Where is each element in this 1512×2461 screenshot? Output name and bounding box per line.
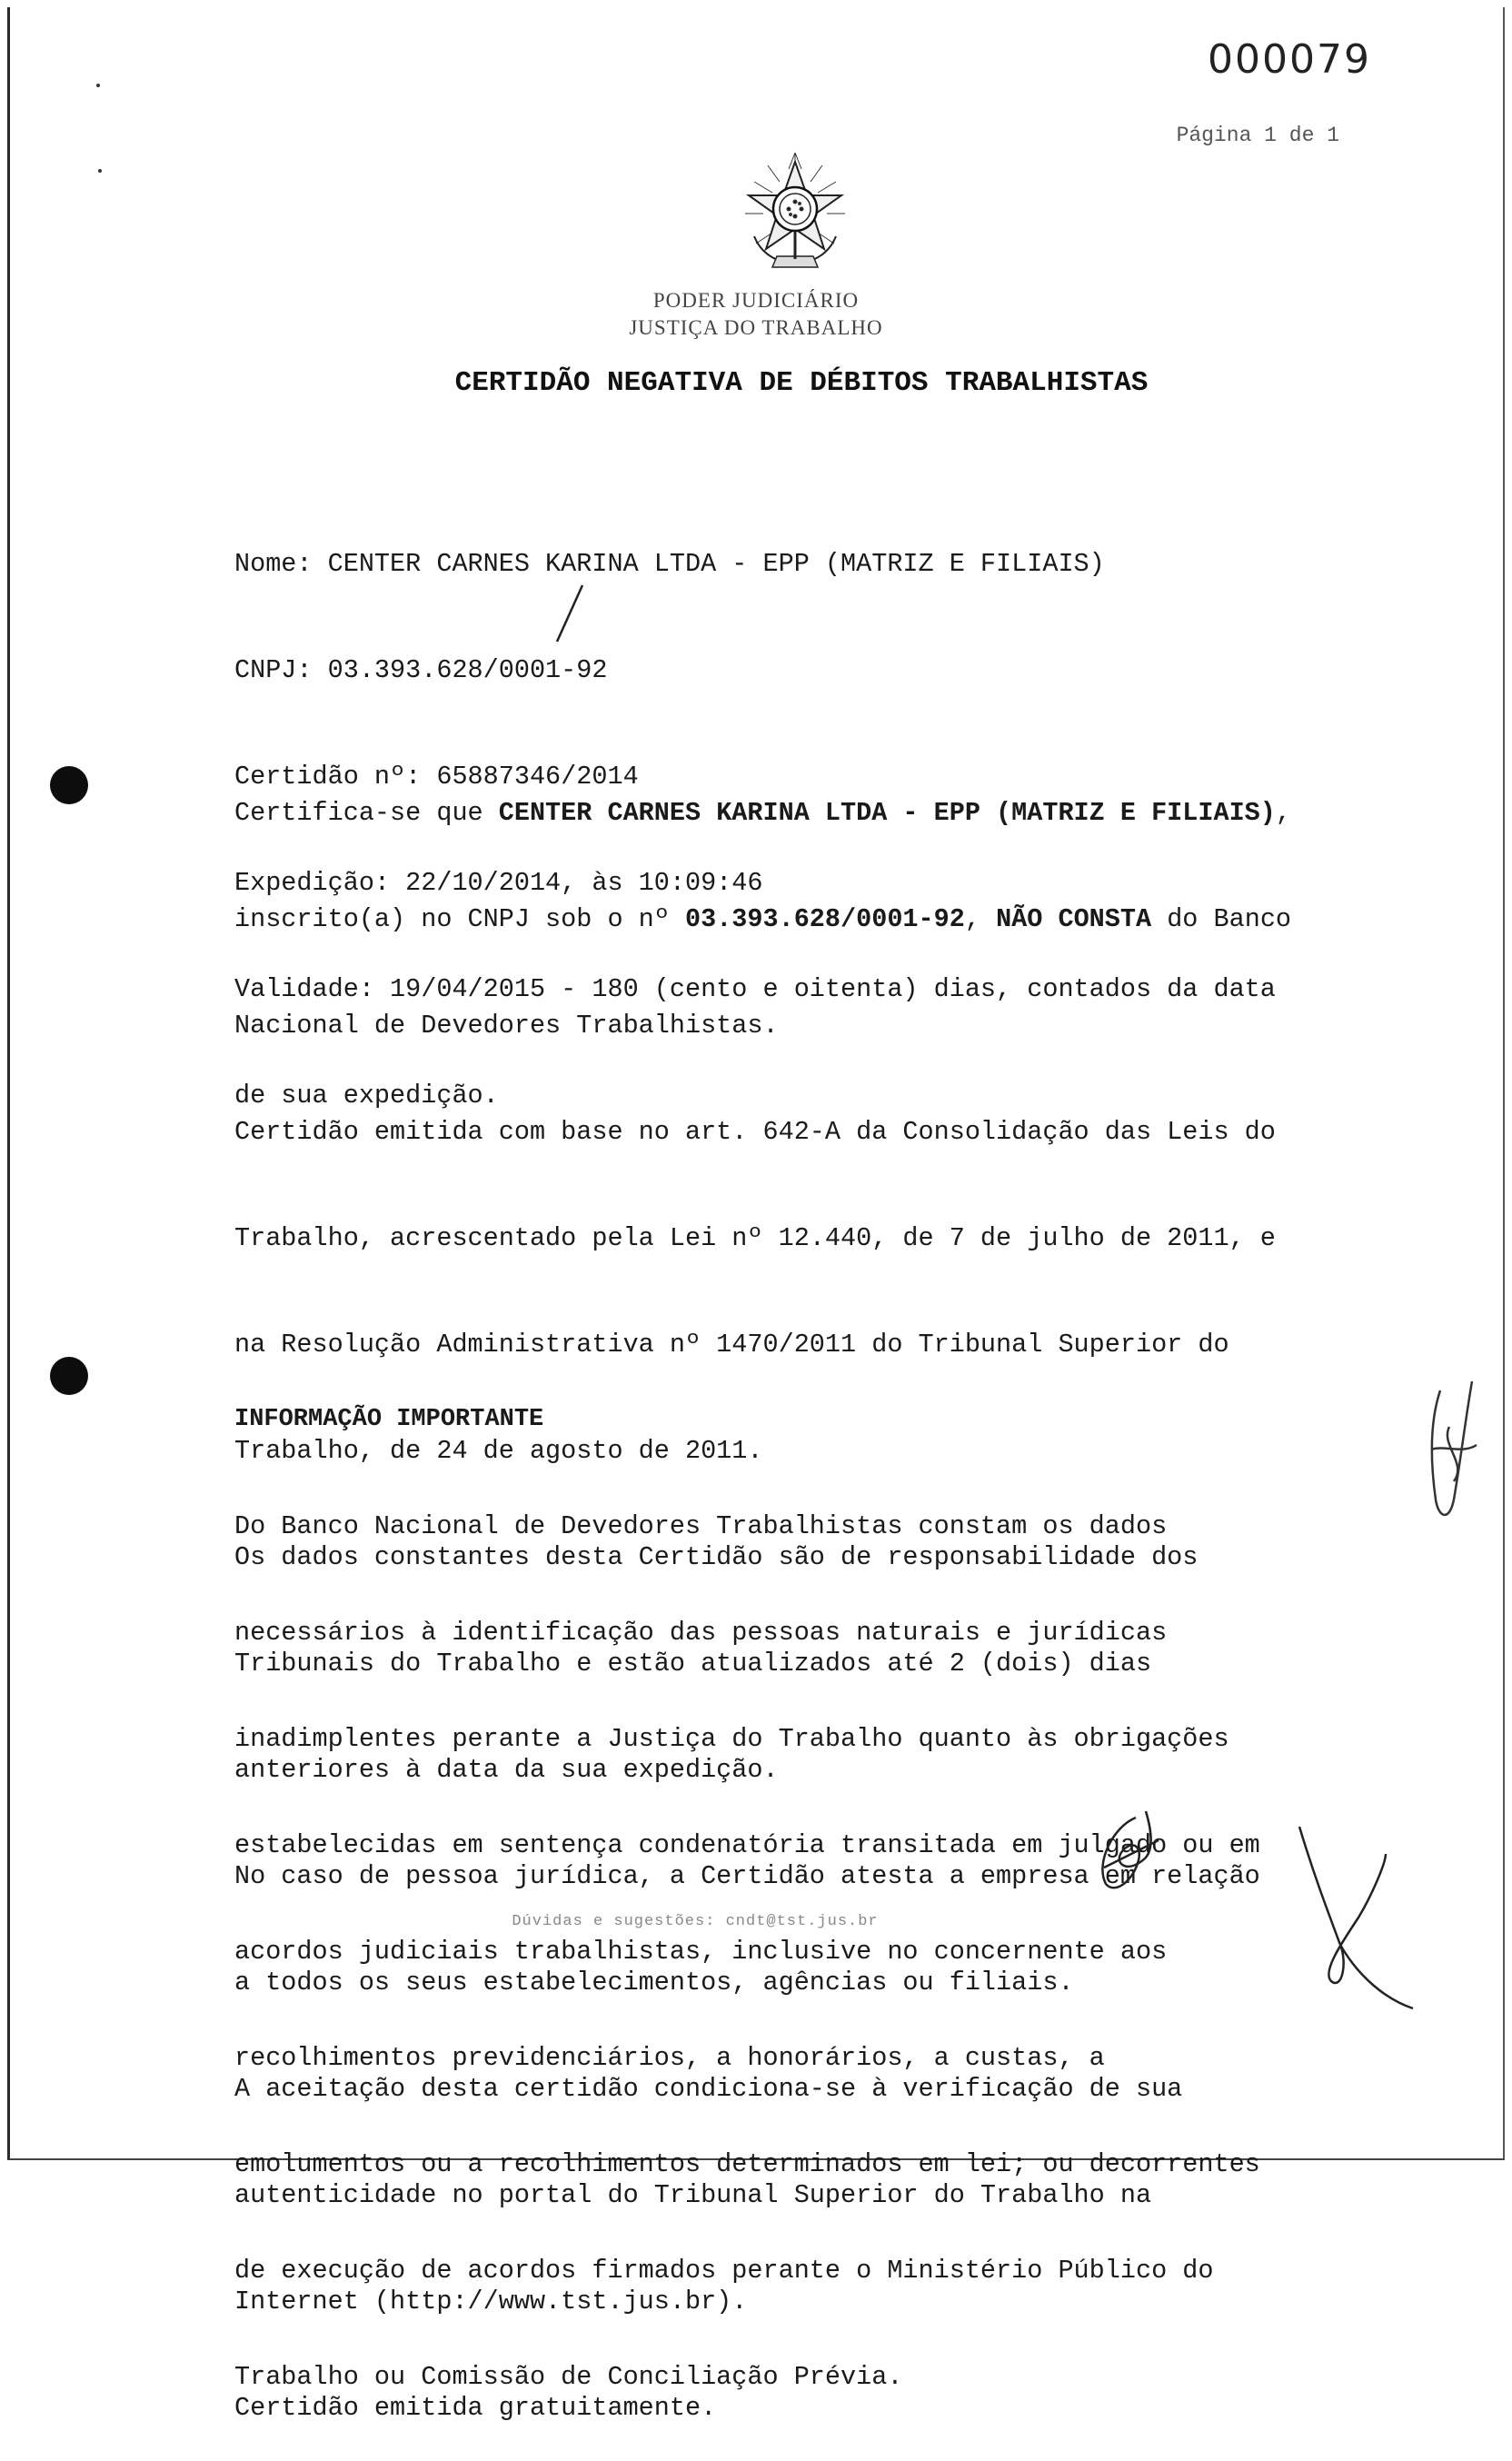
brazil-coat-of-arms-icon bbox=[727, 145, 863, 282]
certifica-line-3: Nacional de Devedores Trabalhistas. bbox=[234, 1011, 779, 1041]
header-poder-judiciario: PODER JUDICIÁRIO bbox=[652, 289, 860, 312]
page-stamp-number: 000079 bbox=[1208, 36, 1371, 83]
document-title: CERTIDÃO NEGATIVA DE DÉBITOS TRABALHISTAS bbox=[454, 367, 1149, 399]
certifica-text-line: autenticidade no portal do Tribunal Superior do Trabalho na bbox=[234, 2180, 1152, 2210]
scan-speck bbox=[96, 84, 100, 87]
info-text-line: emolumentos ou a recolhimentos determinados em lei; ou decorrentes bbox=[234, 2149, 1260, 2179]
header-justica-trabalho: JUSTIÇA DO TRABALHO bbox=[629, 316, 883, 339]
meta-cnpj: CNPJ: 03.393.628/0001-92 bbox=[234, 655, 608, 685]
page-indicator: Página 1 de 1 bbox=[1176, 124, 1339, 147]
info-text-line: de execução de acordos firmados perante o Ministério Público do bbox=[234, 2256, 1214, 2286]
certifica-text-line: anteriores à data da sua expedição. bbox=[234, 1755, 779, 1785]
meta-validade: Validade: 19/04/2015 - 180 (cento e oitenta) dias, contados da data bbox=[234, 974, 1276, 1004]
meta-expedicao: Expedição: 22/10/2014, às 10:09:46 bbox=[234, 868, 763, 898]
certifica-text-line: a todos os seus estabelecimentos, agências ou filiais. bbox=[234, 1968, 1074, 1998]
punch-hole bbox=[50, 766, 88, 804]
certifica-line-2: inscrito(a) no CNPJ sob o nº 03.393.628/0001-92, NÃO CONSTA do Banco bbox=[234, 904, 1292, 934]
meta-nome: Nome: CENTER CARNES KARINA LTDA - EPP (MATRIZ E FILIAIS) bbox=[234, 549, 1105, 579]
certifica-text-line: na Resolução Administrativa nº 1470/2011 do Tribunal Superior do bbox=[234, 1330, 1229, 1360]
certifica-text-line: A aceitação desta certidão condiciona-se à verificação de sua bbox=[234, 2074, 1183, 2104]
margin-initials-signature bbox=[1413, 1363, 1486, 1536]
info-text-line: acordos judiciais trabalhistas, inclusive no concernente aos bbox=[234, 1937, 1168, 1967]
info-title: INFORMAÇÃO IMPORTANTE bbox=[234, 1406, 544, 1433]
certifica-text-line: No caso de pessoa jurídica, a Certidão atesta a empresa em relação bbox=[234, 1861, 1260, 1891]
info-text-line: necessários à identificação das pessoas naturais e jurídicas bbox=[234, 1618, 1168, 1648]
certifica-text-line: Trabalho, acrescentado pela Lei nº 12.440, de 7 de julho de 2011, e bbox=[234, 1223, 1276, 1253]
certifica-text-line: Tribunais do Trabalho e estão atualizados até 2 (dois) dias bbox=[234, 1649, 1152, 1679]
certifica-text-line: Trabalho, de 24 de agosto de 2011. bbox=[234, 1436, 763, 1466]
punch-hole bbox=[50, 1357, 88, 1395]
signature-initials bbox=[1086, 1804, 1168, 1899]
certifica-text-line: Internet (http://www.tst.jus.br). bbox=[234, 2287, 748, 2317]
info-text-line: estabelecidas em sentença condenatória transitada em julgado ou em bbox=[234, 1830, 1260, 1860]
certifica-line-1: Certifica-se que CENTER CARNES KARINA LTDA - EPP (MATRIZ E FILIAIS), bbox=[234, 798, 1291, 828]
info-text-line: inadimplentes perante a Justiça do Trabalho quanto às obrigações bbox=[234, 1724, 1229, 1754]
footer-contact: Dúvidas e sugestões: cndt@tst.jus.br bbox=[512, 1913, 879, 1930]
handwritten-slash-mark bbox=[552, 582, 588, 645]
meta-validade-cont: de sua expedição. bbox=[234, 1081, 499, 1111]
certifica-text-line: Certidão emitida gratuitamente. bbox=[234, 2393, 717, 2423]
certifica-text-line: Certidão emitida com base no art. 642-A da Consolidação das Leis do bbox=[234, 1117, 1276, 1147]
info-text-line: Trabalho ou Comissão de Conciliação Prévia. bbox=[234, 2362, 903, 2392]
scan-speck bbox=[98, 169, 102, 173]
info-text-line: recolhimentos previdenciários, a honorários, a custas, a bbox=[234, 2043, 1105, 2073]
info-text-line: Do Banco Nacional de Devedores Trabalhistas constam os dados bbox=[234, 1511, 1168, 1541]
meta-certidao: Certidão nº: 65887346/2014 bbox=[234, 762, 639, 792]
certifica-text-line: Os dados constantes desta Certidão são de responsabilidade dos bbox=[234, 1542, 1199, 1572]
